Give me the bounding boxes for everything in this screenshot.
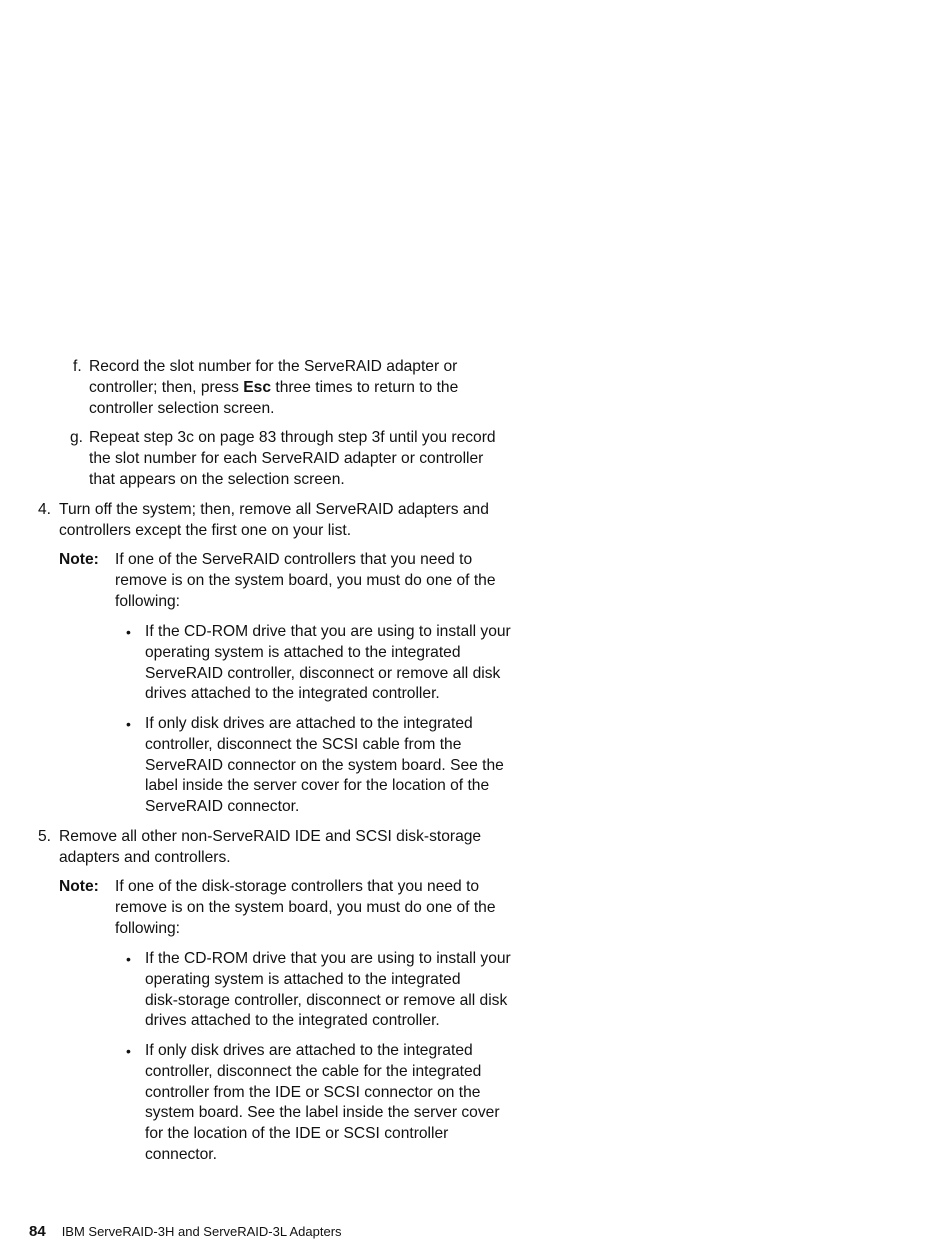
note-line: following: — [115, 592, 181, 610]
bullet-line: If the CD-ROM drive that you are using to install your — [145, 623, 511, 640]
bullet-line: controller, disconnect the cable for the integrated — [145, 1062, 482, 1080]
step-f-text: three times to return to the — [271, 378, 459, 396]
bullet-line: controller, disconnect the SCSI cable from the — [145, 735, 462, 753]
bullet-line: for the location of the IDE or SCSI controller — [145, 1125, 449, 1143]
step-5-note — [59, 877, 496, 939]
bullet-line: If only disk drives are attached to the integrated — [145, 1042, 473, 1059]
bullet-line: drives attached to the integrated controller. — [145, 685, 440, 703]
step-4-bullet-1 — [126, 622, 511, 705]
note-line: If one of the ServeRAID controllers that you need to — [115, 551, 473, 568]
step-4-bullet-2 — [126, 714, 504, 818]
note-label: Note: — [59, 878, 99, 895]
step-5-line: adapters and controllers. — [59, 848, 231, 866]
bullet-line: If the CD-ROM drive that you are using to install your — [145, 950, 511, 967]
step-5-bullet-2 — [126, 1041, 500, 1166]
note-line: following: — [115, 919, 181, 937]
page-footer — [29, 1222, 342, 1243]
step-4 — [38, 500, 489, 542]
bullet-icon: • — [126, 951, 131, 967]
bullet-line: label inside the server cover for the location of the — [145, 777, 490, 795]
step-f — [70, 357, 458, 419]
note-line: If one of the disk-storage controllers that you need to — [115, 878, 480, 895]
step-4-line: controllers except the first one on your list. — [59, 521, 352, 539]
bullet-line: ServeRAID connector on the system board. See the — [145, 756, 504, 774]
step-f-marker: f. — [73, 358, 82, 375]
bullet-line: connector. — [145, 1145, 217, 1163]
step-g-marker: g. — [70, 429, 84, 446]
bullet-line: controller from the IDE or SCSI connector on the — [145, 1083, 481, 1101]
bullet-icon: • — [126, 1043, 131, 1059]
bullet-icon: • — [126, 716, 131, 732]
bullet-line: ServeRAID controller, disconnect or remove all disk — [145, 664, 501, 682]
bullet-icon: • — [126, 624, 131, 640]
note-label: Note: — [59, 551, 99, 568]
bullet-line: system board. See the label inside the server cover — [145, 1104, 500, 1122]
bullet-line: If only disk drives are attached to the integrated — [145, 715, 473, 732]
step-5-line: Remove all other non-ServeRAID IDE and SCSI disk-storage — [59, 828, 482, 845]
note-line: remove is on the system board, you must do one of the — [115, 571, 496, 589]
page-number: 84 — [29, 1223, 46, 1240]
step-4-marker: 4. — [38, 501, 52, 518]
bullet-line: operating system is attached to the integrated — [145, 643, 461, 661]
step-g-line: the slot number for each ServeRAID adapter or controller — [89, 449, 484, 467]
bullet-line: disk-storage controller, disconnect or remove all disk — [145, 991, 508, 1009]
step-5-marker: 5. — [38, 828, 52, 845]
step-5-bullet-1 — [126, 949, 511, 1032]
step-g — [70, 428, 496, 490]
step-f-line: controller selection screen. — [89, 399, 275, 417]
step-5 — [38, 827, 481, 869]
step-4-note — [59, 550, 496, 612]
step-g-line: that appears on the selection screen. — [89, 470, 345, 488]
bullet-line: ServeRAID connector. — [145, 798, 300, 816]
step-f-line — [89, 378, 458, 399]
step-f-line: Record the slot number for the ServeRAID adapter or — [89, 358, 458, 375]
note-line: remove is on the system board, you must do one of the — [115, 898, 496, 916]
bullet-line: operating system is attached to the integrated — [145, 970, 461, 988]
step-f-text: controller; then, press — [89, 378, 244, 396]
esc-key-label: Esc — [243, 378, 272, 396]
step-4-line: Turn off the system; then, remove all ServeRAID adapters and — [59, 501, 489, 518]
bullet-line: drives attached to the integrated controller. — [145, 1012, 440, 1030]
step-g-line: Repeat step 3c on page 83 through step 3f until you record — [89, 429, 496, 446]
footer-title: IBM ServeRAID-3H and ServeRAID-3L Adapters — [61, 1224, 342, 1239]
